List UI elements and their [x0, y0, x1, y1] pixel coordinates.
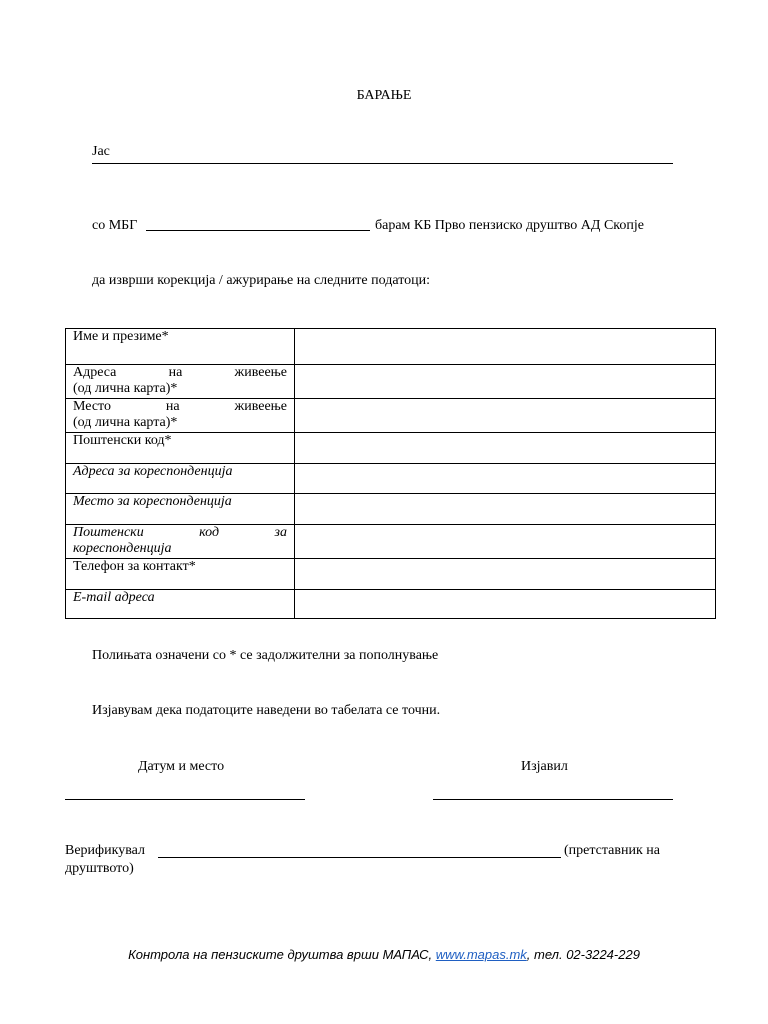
row-label: Поштенски код за кореспонденција: [66, 525, 295, 559]
row-value-field[interactable]: [295, 399, 716, 433]
table-row: [66, 433, 716, 464]
row-label: Телефон за контакт*: [66, 559, 295, 590]
representative-text: (претставник на: [564, 843, 660, 858]
table-row: [66, 590, 716, 619]
table-row: [66, 365, 716, 399]
table-row: [66, 525, 716, 559]
request-text: барам КБ Прво пензиско друштво АД Скопје: [375, 218, 644, 233]
footer-note: Контрола на пензиските друштва врши МАПАС, www.mapas.mk, тел. 02-3224-229: [128, 947, 640, 962]
page-title: БАРАЊЕ: [356, 88, 412, 103]
table-row: [66, 399, 716, 433]
date-place-line: [65, 799, 305, 800]
company-text: друштвото): [65, 861, 134, 876]
row-value-field[interactable]: [295, 329, 716, 365]
mbg-label: со МБГ: [92, 218, 138, 233]
correction-text: да изврши корекција / ажурирање на следните податоци:: [92, 273, 431, 288]
verified-label: Верификувал: [65, 843, 145, 858]
required-note: Полињата означени со * се задолжителни за пополнување: [92, 648, 439, 663]
table-row: [66, 329, 716, 365]
table-row: [66, 559, 716, 590]
table-row: [66, 464, 716, 494]
row-value-field[interactable]: [295, 464, 716, 494]
row-value-field[interactable]: [295, 365, 716, 399]
row-label: Место за кореспонденција: [66, 494, 295, 525]
row-value-field[interactable]: [295, 590, 716, 619]
row-label: E-mail адреса: [66, 590, 295, 619]
row-value-field[interactable]: [295, 494, 716, 525]
jas-label: Јас: [92, 144, 110, 159]
row-label: Адреса на живеење (од лична карта)*: [66, 365, 295, 399]
row-value-field[interactable]: [295, 525, 716, 559]
signature-line: [433, 799, 673, 800]
row-label: Место на живеење (од лична карта)*: [66, 399, 295, 433]
mbg-blank-line: [146, 218, 370, 231]
mapas-link[interactable]: www.mapas.mk: [435, 947, 527, 962]
row-label: Поштенски код*: [66, 433, 295, 464]
verified-blank-line: [158, 857, 561, 858]
data-table: [65, 328, 716, 619]
row-label: Име и презиме*: [66, 329, 295, 365]
name-blank-line: [92, 163, 673, 164]
table-row: [66, 494, 716, 525]
row-value-field[interactable]: [295, 433, 716, 464]
declared-label: Изјавил: [521, 759, 568, 774]
date-place-label: Датум и место: [138, 759, 225, 774]
declaration-text: Изјавувам дека податоците наведени во табелата се точни.: [92, 703, 441, 718]
row-label: Адреса за кореспонденција: [66, 464, 295, 494]
row-value-field[interactable]: [295, 559, 716, 590]
